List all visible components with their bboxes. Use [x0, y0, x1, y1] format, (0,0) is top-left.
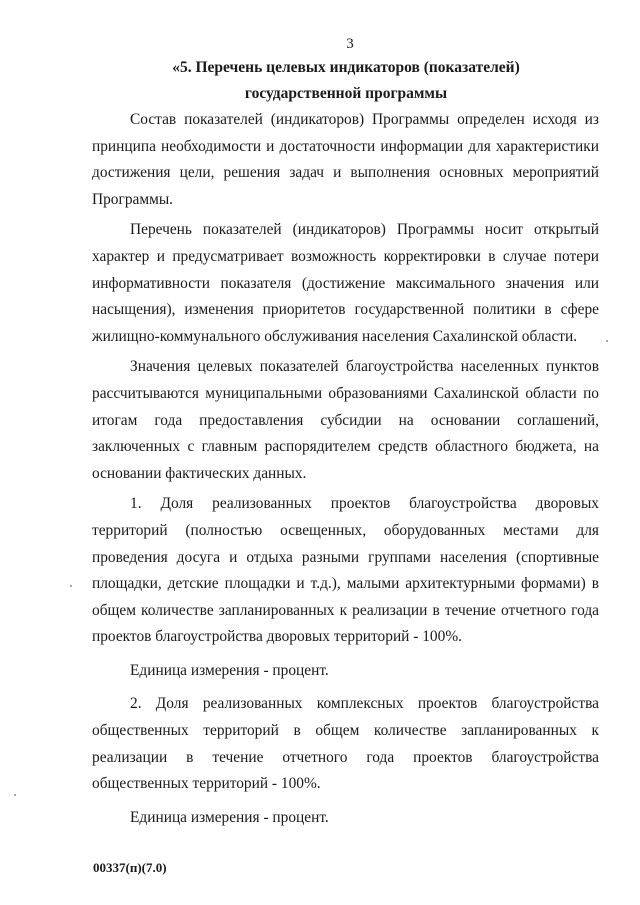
- document-code: 00337(п)(7.0): [93, 860, 167, 875]
- unit-of-measure-1: Единица измерения - процент.: [130, 661, 329, 679]
- paragraph-indicator-1: 1. Доля реализованных проектов благоустройства дворовых территорий (полностью освещенных, оборудованных местами для проведения досуга и отдыха разными группами населения (спортивные площадки, детские площадки и т.д.), малыми архитектурными формами) в общем количестве запланированных к реализации в течение отчетного года проектов благоустройства дворовых территорий - 100%.: [92, 495, 599, 646]
- paragraph-indicator-2: 2. Доля реализованных комплексных проектов благоустройства общественных территорий в общем количестве запланированных к реализации в течение отчетного года проектов благоустройства общественных территорий - 100%.: [92, 695, 599, 793]
- paragraph-composition: Состав показателей (индикаторов) Программы определен исходя из принципа необходимости и достаточности информации для характеристики достижения цели, решения задач и выполнения основных мероприятий Программы.: [92, 111, 599, 208]
- page-number: 3: [346, 36, 354, 52]
- scan-speck: [70, 585, 72, 587]
- scan-speck: [606, 340, 608, 342]
- paragraph-open-list: Перечень показателей (индикаторов) Программы носит открытый характер и предусматривает возможность корректировки в случае потери информативности показателя (достижение максимального значения или насыщения), изменения приоритетов государственной политики в сфере жилищно-коммунального обслуживания населения Сахалинской области.: [92, 221, 599, 345]
- section-heading-line-2: государственной программы: [244, 85, 448, 102]
- document-body: [92, 107, 599, 831]
- section-heading-line-1: «5. Перечень целевых индикаторов (показателей): [172, 59, 520, 76]
- paragraph-calculation: Значения целевых показателей благоустройства населенных пунктов рассчитываются муниципальными образованиями Сахалинской области по итогам года предоставления субсидии на основании соглашений, заключенных с главным распорядителем средств областного бюджета, на основании фактических данных.: [92, 358, 599, 482]
- scan-speck: [14, 794, 16, 796]
- unit-of-measure-2: Единица измерения - процент.: [130, 808, 329, 826]
